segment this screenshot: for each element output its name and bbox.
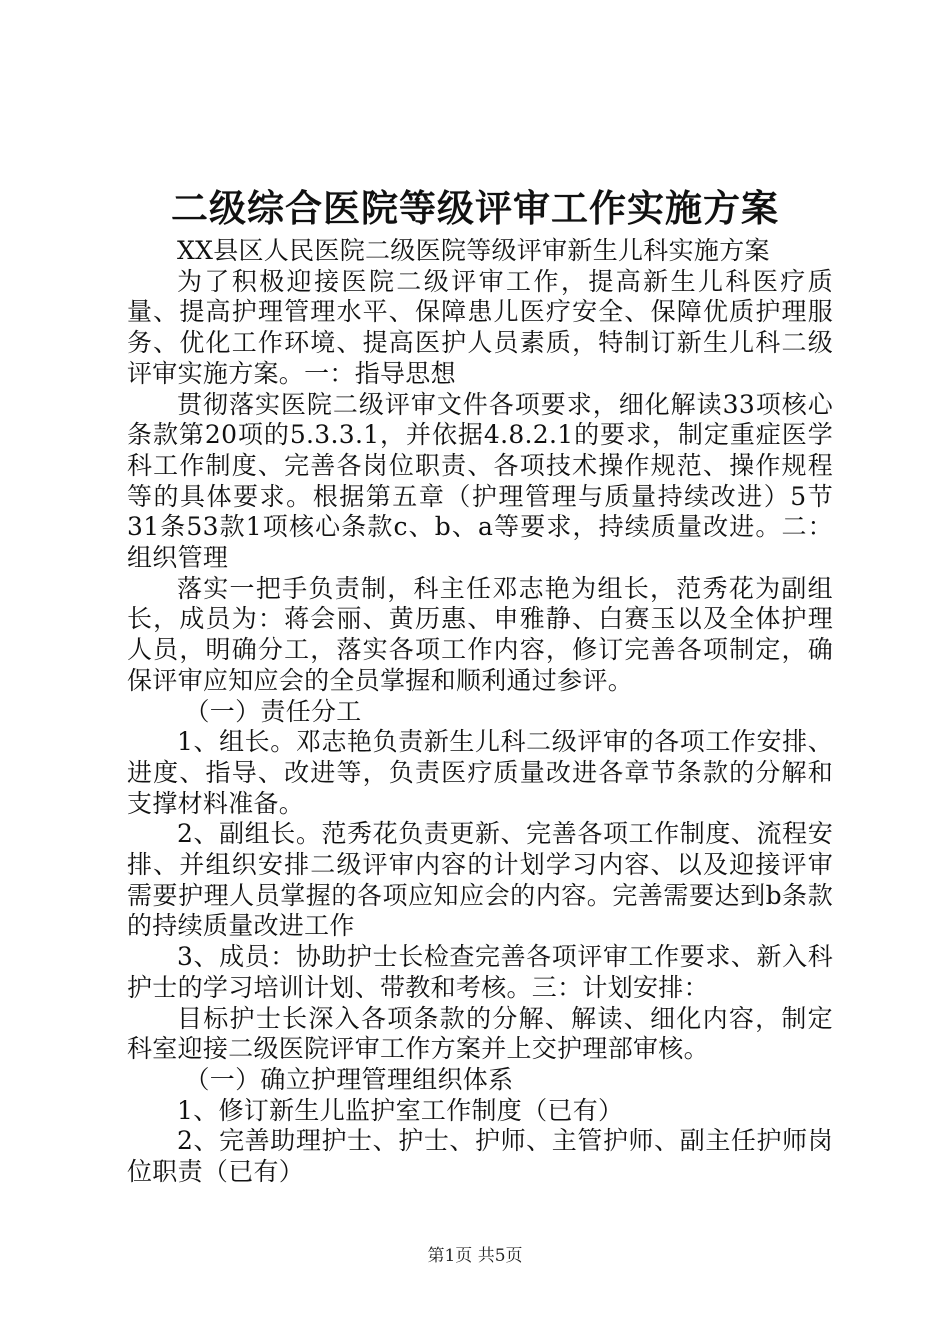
body-paragraph: 2、副组长。范秀花负责更新、完善各项工作制度、流程安排、并组织安排二级评审内容的计划学习内容、以及迎接评审需要护理人员掌握的各项应知应会的内容。完善需要达到b条款的持续质量改进工作 — [127, 819, 833, 941]
section-heading: （一）责任分工 — [184, 696, 362, 726]
document-title: 二级综合医院等级评审工作实施方案 — [171, 186, 779, 230]
list-item: 1、修订新生儿监护室工作制度（已有） — [177, 1095, 624, 1125]
body-paragraph: 目标护士长深入各项条款的分解、解读、细化内容，制定科室迎接二级医院评审工作方案并上交护理部审核。 — [127, 1003, 833, 1064]
list-item: 2、完善助理护士、护士、护师、主管护师、副主任护师岗位职责（已有） — [127, 1126, 833, 1187]
body-paragraph: 1、组长。邓志艳负责新生儿科二级评审的各项工作安排、进度、指导、改进等，负责医疗质量改进各章节条款的分解和支撑材料准备。 — [127, 727, 833, 818]
subtitle-paragraph: XX县区人民医院二级医院等级评审新生儿科实施方案 — [177, 236, 770, 265]
section-heading: （一）确立护理管理组织体系 — [184, 1064, 514, 1094]
body-paragraph: 为了积极迎接医院二级评审工作，提高新生儿科医疗质量、提高护理管理水平、保障患儿医疗安全、保障优质护理服务、优化工作环境、提高医护人员素质，特制订新生儿科二级评审实施方案。一：指导思想 — [127, 266, 833, 388]
document-body — [127, 236, 833, 1188]
page-footer: 第1页 共5页 — [427, 1246, 523, 1266]
body-paragraph: 落实一把手负责制，科主任邓志艳为组长，范秀花为副组长，成员为：蒋会丽、黄历惠、申雅静、白赛玉以及全体护理人员，明确分工，落实各项工作内容，修订完善各项制定，确保评审应知应会的全员掌握和顺利通过参评。 — [127, 573, 833, 695]
body-paragraph: 3、成员：协助护士长检查完善各项评审工作要求、新入科护士的学习培训计划、带教和考核。三：计划安排： — [127, 942, 833, 1002]
body-paragraph: 贯彻落实医院二级评审文件各项要求，细化解读33项核心条款第20项的5.3.3.1，并依据4.8.2.1的要求，制定重症医学科工作制度、完善各岗位职责、各项技术操作规范、操作规程等的具体要求。根据第五章（护理管理与质量持续改进）5节31条53款1项核心条款c、b、a等要求，持续质量改进。二：组织管理 — [127, 389, 833, 573]
